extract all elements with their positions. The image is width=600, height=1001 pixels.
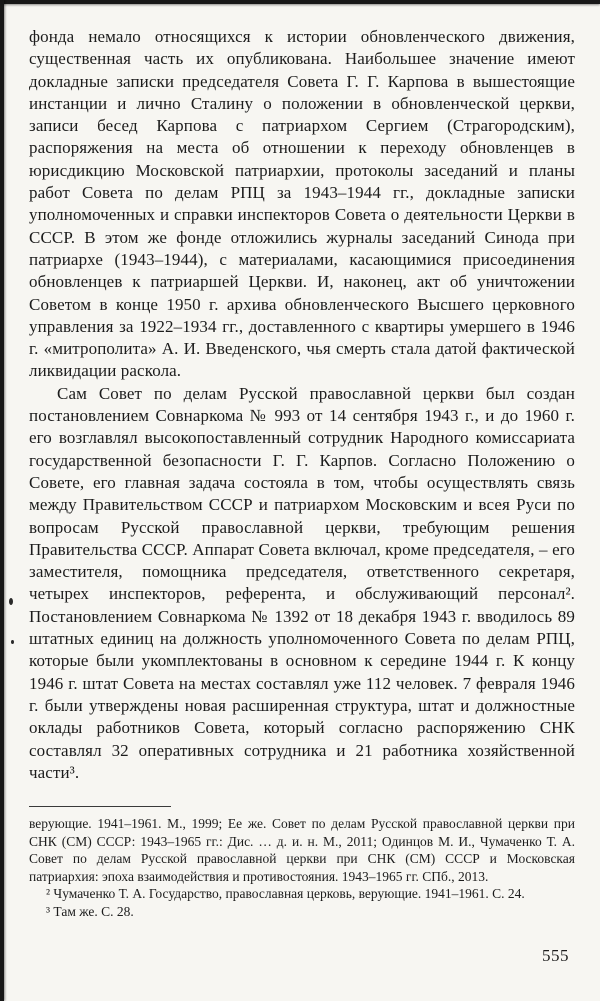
body-paragraph-2: Сам Совет по делам Русской православной церкви был создан постановлением Совнаркома № 993 от 14 сентября 1943 г., и до 1960 г. его возглавлял высокопоставленный сотрудник Народного комиссариата государственной безопасности Г. Г. Карпов. Согласно Положению о Совете, его главная задача состояла в том, чтобы осуществлять связь между Правительством СССР и патриархом Московским и всея Руси по вопросам Русской православной церкви, требующим решения Правительства СССР. Аппарат Совета включал, кроме председателя, – его заместителя, помощника председателя, ответственного секретаря, четырех инспекторов, референта, и обслуживающий персонал². Постановлением Совнаркома № 1392 от 18 декабря 1943 г. вводилось 89 штатных единиц на должность уполномоченного Совета по делам РПЦ, которые были укомплектованы в основном к середине 1944 г. К концу 1946 г. штат Совета на местах составлял уже 112 человек. 7 февраля 1946 г. были утверждены новая расширенная структура, штат и должностные оклады работников Совета, который согласно распоряжению СНК составлял 32 оперативных сотрудника и 21 работника хозяйственной части³. xyxy=(29,383,575,782)
scan-noise-speck xyxy=(9,598,13,605)
scan-artifact-left-edge xyxy=(0,0,4,1001)
page-content xyxy=(29,26,575,920)
footnote-3: ³ Там же. С. 28. xyxy=(46,903,134,919)
page-number: 555 xyxy=(542,946,569,965)
body-paragraph-1: фонда немало относящихся к истории обновленческого движения, существенная часть их опубликована. Наибольшее значение имеют докладные записки председателя Совета Г. Г. Карпова в вышестоящие инстанции и лично Сталину о положении в обновленческой церкви, записи бесед Карпова с патриархом Сергием (Страгородским), распоряжения на места об отношении к переходу обновленцев в юрисдикцию Московской патриархии, протоколы заседаний и планы работ Совета по делам РПЦ за 1943–1944 гг., докладные записки уполномоченных и справки инспекторов Совета о деятельности Церкви в СССР. В этом же фонде отложились журналы заседаний Синода при патриархе (1943–1944), с материалами, касающимися присоединения обновленцев к патриаршей Церкви. И, наконец, акт об уничтожении Советом в конце 1950 г. архива обновленческого Высшего церковного управления за 1922–1934 гг., доставленного с квартиры умершего в 1946 г. «митрополита» А. И. Введенского, чья смерть стала датой фактической ликвидации раскола. xyxy=(29,27,575,381)
scan-artifact-top-edge xyxy=(0,0,600,4)
footnote-continuation: верующие. 1941–1961. М., 1999; Ее же. Совет по делам Русской православной церкви при СНК (СМ) СССР: 1943–1965 гг.: Дис. … д. и. н. М., 2011; Одинцов М. И., Чумаченко Т. А. Совет по делам Русской православной церкви при СНК (СМ) СССР и Московская патриархия: эпоха взаимодействия и противостояния. 1943–1965 гг. СПб., 2013. xyxy=(29,816,575,884)
scan-noise-speck xyxy=(11,640,14,644)
footnote-2: ² Чумаченко Т. А. Государство, православная церковь, верующие. 1941–1961. С. 24. xyxy=(46,886,525,902)
footnote-separator-rule xyxy=(29,806,171,807)
